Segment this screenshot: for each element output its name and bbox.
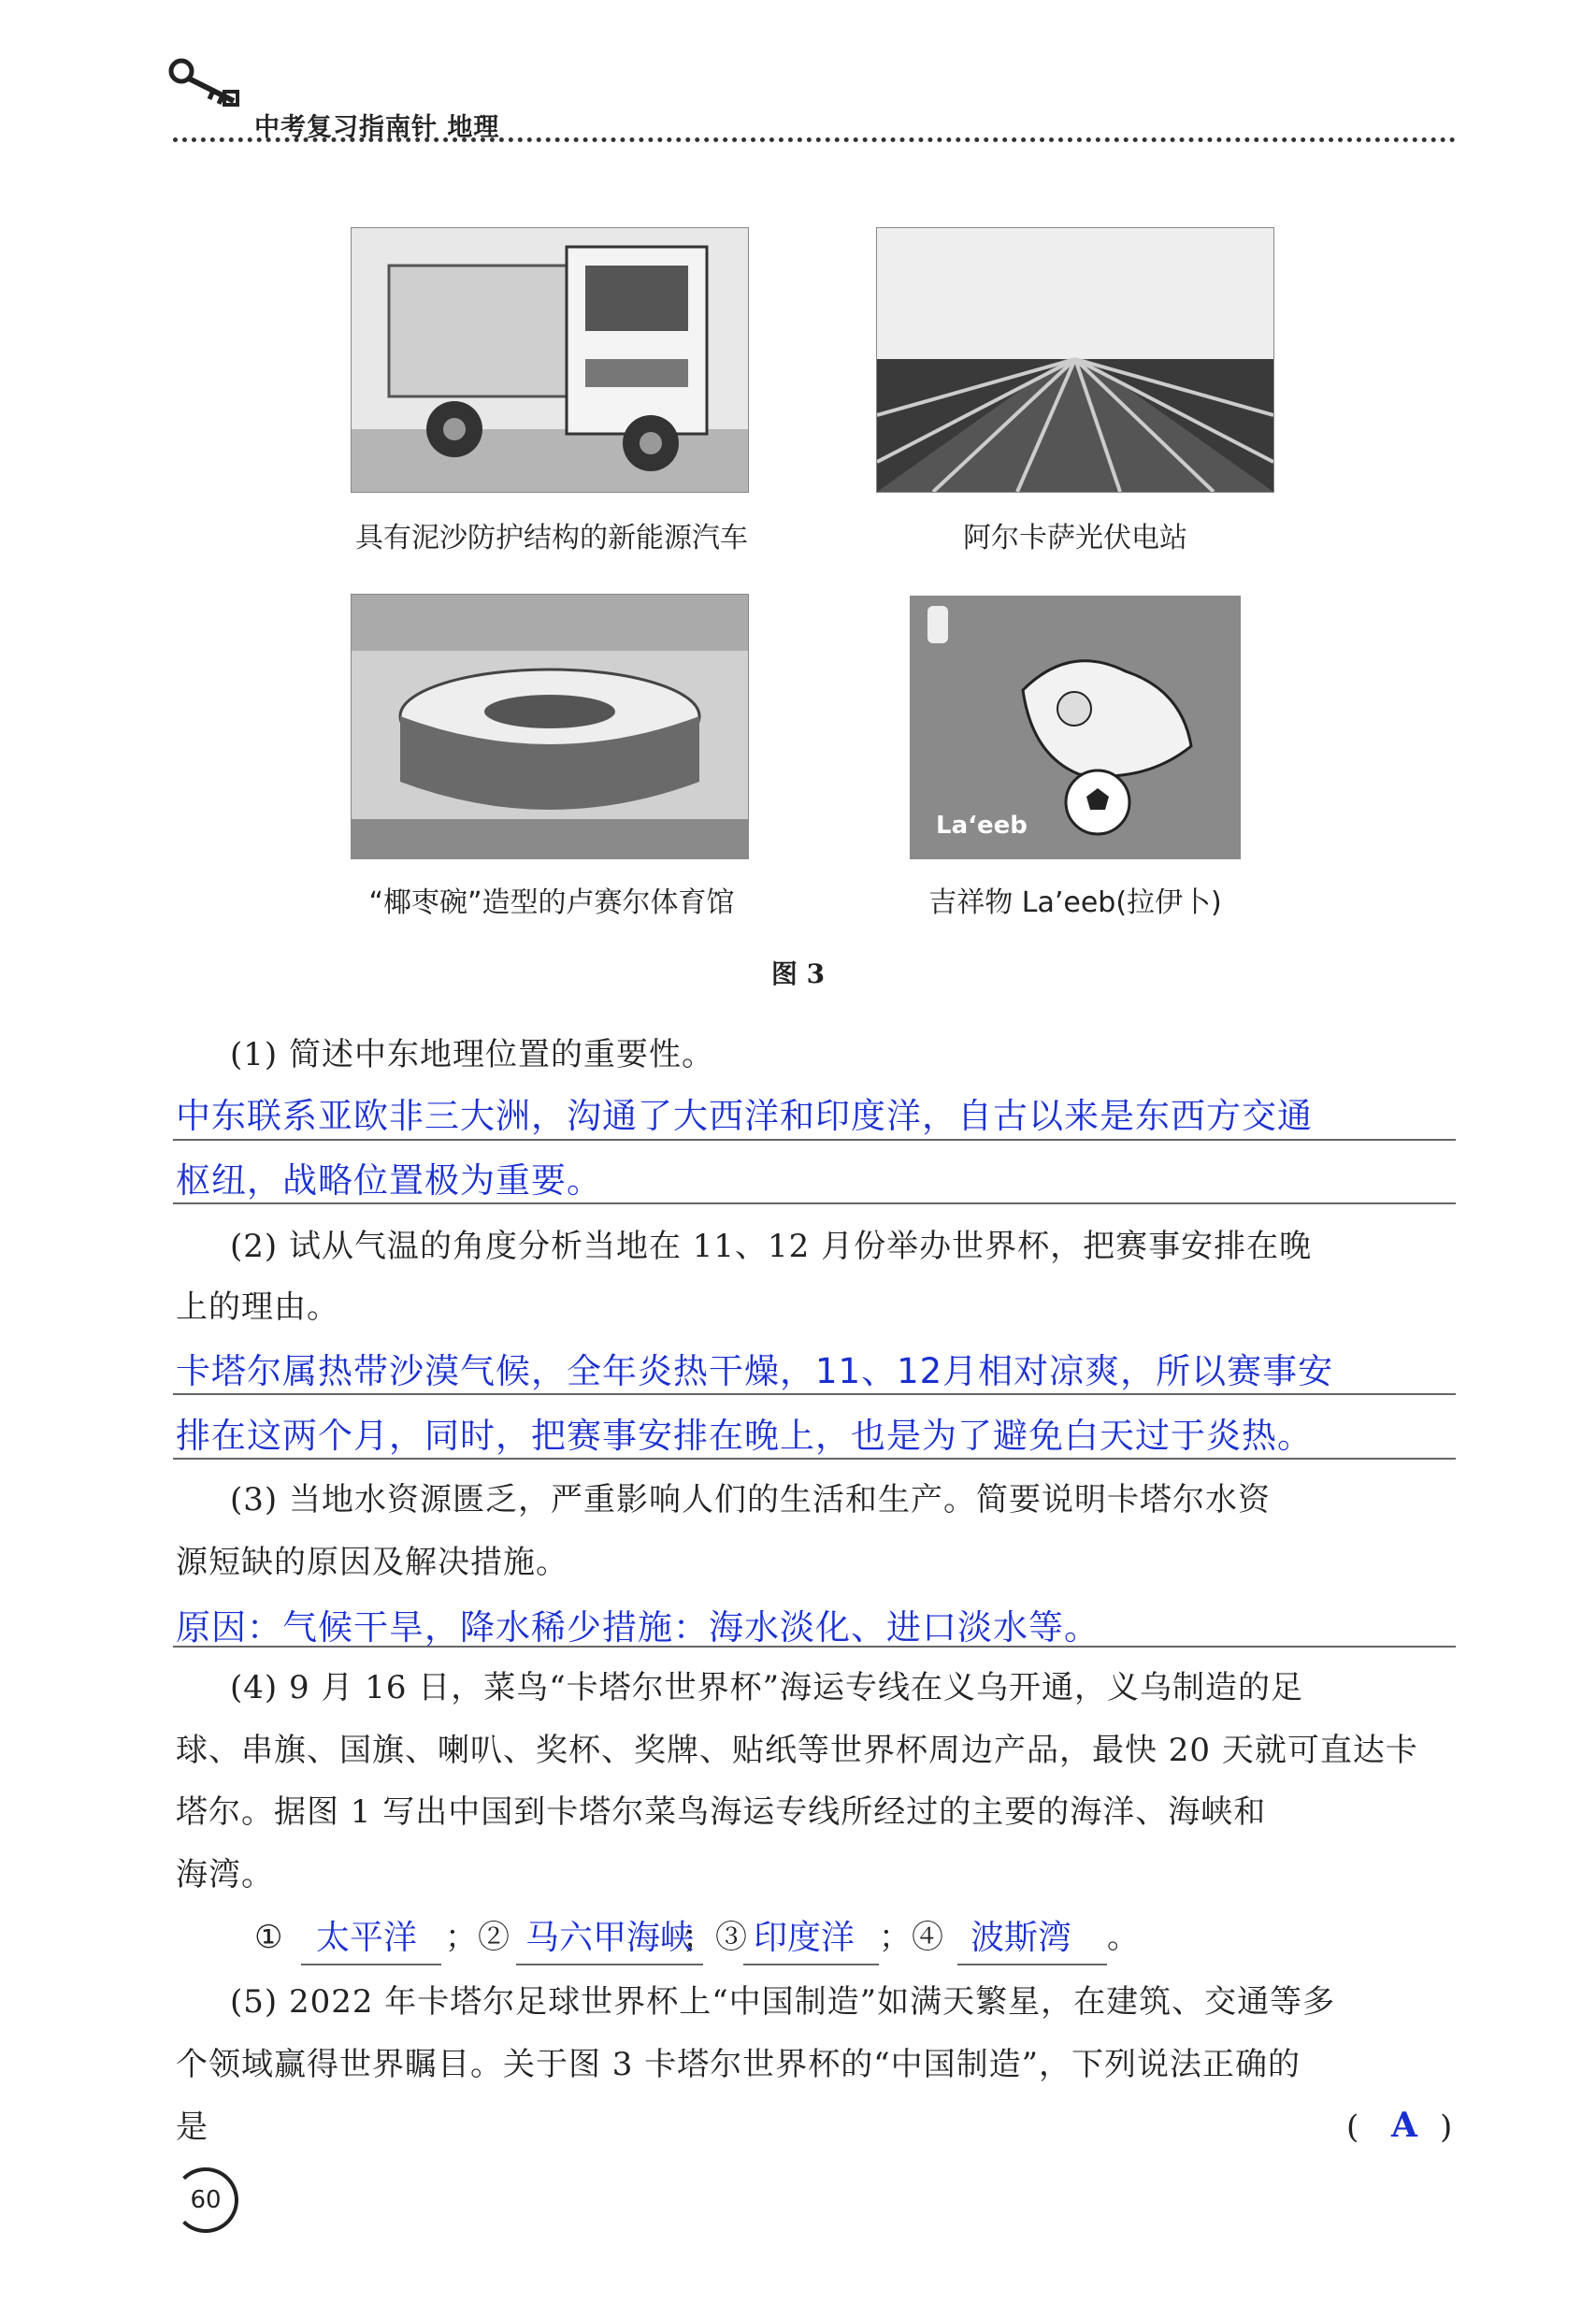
figure-caption-truck: 具有泥沙防护结构的新能源汽车 bbox=[355, 522, 748, 554]
answer-rule bbox=[173, 1458, 1456, 1460]
blank-separator-3: ；④ bbox=[879, 1919, 944, 1956]
page-number-text: 60 bbox=[190, 2186, 222, 2214]
blank-underline-3 bbox=[743, 1964, 879, 1965]
blank-underline-4 bbox=[957, 1964, 1107, 1965]
blank-answer-4: 波斯湾 bbox=[971, 1919, 1072, 1957]
blank-separator-1: ；② bbox=[445, 1919, 510, 1956]
question-1-answer-line-1: 中东联系亚欧非三大洲，沟通了大西洋和印度洋，自古以来是东西方交通 bbox=[176, 1096, 1313, 1136]
answer-rule bbox=[173, 1393, 1456, 1395]
blank-separator-4: 。 bbox=[1107, 1919, 1140, 1956]
question-4-text-line-3: 塔尔。据图 1 写出中国到卡塔尔菜鸟海运专线所经过的主要的海洋、海峡和 bbox=[176, 1793, 1267, 1831]
question-5-text-line-2: 个领域赢得世界瞩目。关于图 3 卡塔尔世界杯的“中国制造”，下列说法正确的 bbox=[176, 2046, 1301, 2083]
question-2-answer-line-1: 卡塔尔属热带沙漠气候，全年炎热干燥，11、12月相对凉爽，所以赛事安 bbox=[176, 1351, 1334, 1391]
truck-photo bbox=[351, 227, 749, 493]
question-2-text-line-2: 上的理由。 bbox=[176, 1288, 339, 1326]
blank-answer-3: 印度洋 bbox=[754, 1919, 856, 1957]
figure-caption-mascot: 吉祥物 La’eeb(拉伊卜) bbox=[928, 886, 1222, 919]
answer-rule bbox=[173, 1646, 1456, 1648]
figure-caption-solar: 阿尔卡萨光伏电站 bbox=[963, 522, 1187, 554]
figure-label: 图 3 bbox=[770, 958, 826, 989]
blank-number-1: ① bbox=[254, 1919, 284, 1956]
question-3-text-line-1: (3) 当地水资源匮乏，严重影响人们的生活和生产。简要说明卡塔尔水资 bbox=[230, 1481, 1271, 1519]
answer-paren-close: ) bbox=[1440, 2109, 1454, 2146]
question-5-text-line-1: (5) 2022 年卡塔尔足球世界杯上“中国制造”如满天繁星，在建筑、交通等多 bbox=[230, 1983, 1336, 2021]
blank-answer-1: 太平洋 bbox=[316, 1919, 418, 1957]
question-1-answer-line-2: 枢纽，战略位置极为重要。 bbox=[176, 1160, 602, 1201]
mascot-overlay-text: La‘eeb bbox=[936, 812, 1028, 840]
question-2-answer-line-2: 排在这两个月，同时，把赛事安排在晚上，也是为了避免白天过于炎热。 bbox=[176, 1416, 1313, 1456]
question-4-text-line-4: 海湾。 bbox=[176, 1856, 274, 1893]
question-3-text-line-2: 源短缺的原因及解决措施。 bbox=[176, 1544, 568, 1581]
question-1-text: (1) 简述中东地理位置的重要性。 bbox=[230, 1036, 714, 1073]
question-2-text-line-1: (2) 试从气温的角度分析当地在 11、12 月份举办世界杯，把赛事安排在晚 bbox=[230, 1228, 1313, 1265]
solar-plant-photo bbox=[876, 227, 1274, 493]
header-divider bbox=[173, 137, 1456, 142]
answer-paren-open: ( bbox=[1346, 2109, 1360, 2146]
header-title: 中考复习指南针 地理 bbox=[254, 113, 500, 142]
blank-underline-2 bbox=[516, 1964, 703, 1965]
page-number bbox=[173, 2167, 238, 2233]
stadium-photo bbox=[351, 594, 749, 859]
question-3-answer-line-1: 原因：气候干旱，降水稀少措施：海水淡化、进口淡水等。 bbox=[176, 1607, 1100, 1648]
key-icon bbox=[166, 56, 241, 112]
answer-rule bbox=[173, 1139, 1456, 1141]
blank-separator-2: ；③ bbox=[683, 1919, 748, 1956]
blank-answer-2: 马六甲海峡 bbox=[525, 1919, 695, 1957]
question-4-text-line-1: (4) 9 月 16 日，菜鸟“卡塔尔世界杯”海运专线在义乌开通，义乌制造的足 bbox=[230, 1669, 1304, 1706]
blank-underline-1 bbox=[301, 1964, 441, 1965]
answer-rule bbox=[173, 1202, 1456, 1204]
question-5-answer: A bbox=[1391, 2106, 1417, 2145]
question-5-text-line-3: 是 bbox=[176, 2109, 208, 2146]
figure-caption-stadium: “椰枣碗”造型的卢赛尔体育馆 bbox=[368, 886, 735, 919]
question-4-text-line-2: 球、串旗、国旗、喇叭、奖杯、奖牌、贴纸等世界杯周边产品，最快 20 天就可直达卡 bbox=[176, 1732, 1418, 1769]
